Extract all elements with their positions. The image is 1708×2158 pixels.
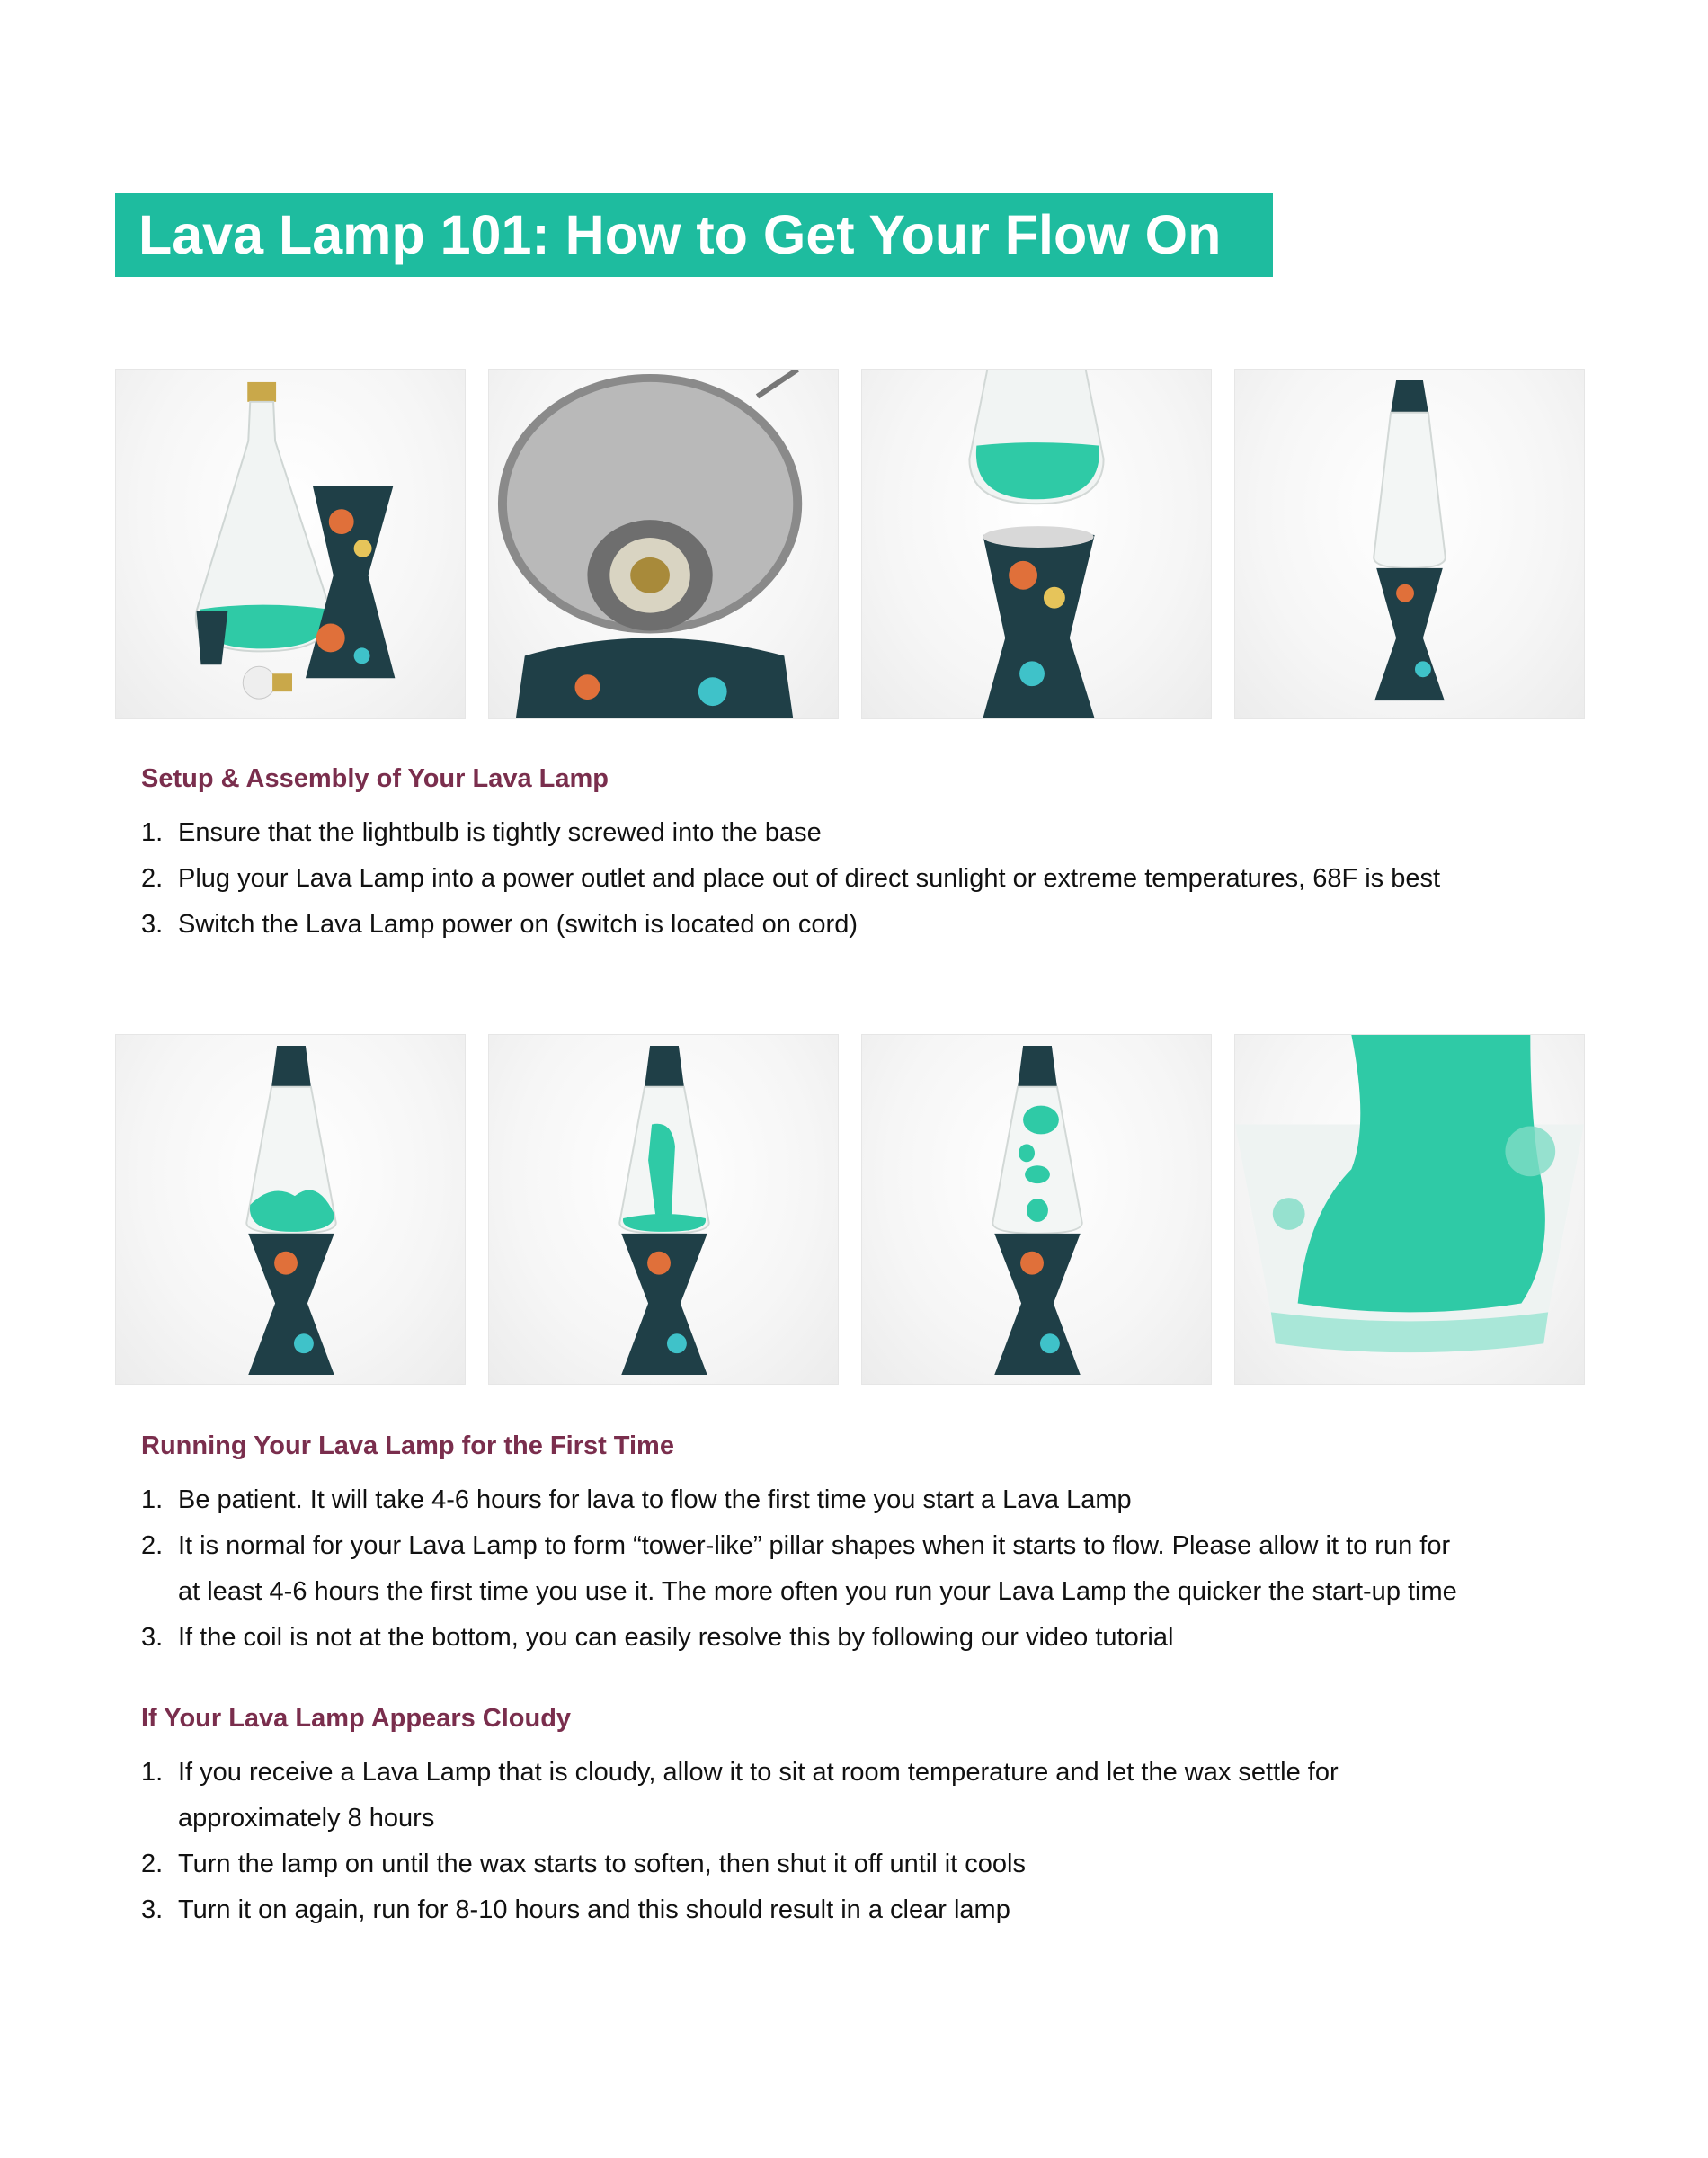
step-text: Turn it on again, run for 8-10 hours and this should result in a clear lamp [178,1895,1010,1924]
steps-list [141,1477,1543,1661]
section-first-run [141,1431,1543,1661]
step-text: approximately 8 hours [178,1804,435,1833]
list-item [141,1750,1543,1841]
section-setup [141,763,1543,948]
step-text: It is normal for your Lava Lamp to form “tower-like” pillar shapes when it starts to flow. Please allow it to run for [178,1531,1451,1560]
assembled-lamp-photo [1234,369,1585,719]
lava-closeup-photo [1234,1034,1585,1385]
list-item [141,1615,1543,1661]
title-banner [115,193,1273,277]
list-item [141,1523,1543,1615]
list-item [141,856,1543,902]
step-text: Ensure that the lightbulb is tightly screwed into the base [178,818,822,847]
step-text: If you receive a Lava Lamp that is cloudy, allow it to sit at room temperature and let the wax settle for [178,1758,1339,1787]
step-text: If the coil is not at the bottom, you can easily resolve this by following our video tutorial [178,1623,1174,1652]
step-number: 1. [141,818,164,847]
section-heading: Running Your Lava Lamp for the First Time [141,1431,674,1460]
globe-above-base-photo [861,369,1212,719]
lamp-warming-up-photo [115,1034,466,1385]
step-number: 2. [141,1531,164,1560]
list-item [141,810,1543,856]
section-cloudy [141,1703,1543,1933]
lamp-flowing-blobs-photo [861,1034,1212,1385]
step-number: 3. [141,1623,164,1652]
step-text: Be patient. It will take 4-6 hours for lava to flow the first time you start a Lava Lamp [178,1485,1132,1514]
photo-row-running [115,1034,1586,1385]
section-heading: Setup & Assembly of Your Lava Lamp [141,764,609,793]
step-number: 2. [141,864,164,893]
base-interior-lightbulb-photo [488,369,839,719]
page-title: Lava Lamp 101: How to Get Your Flow On [138,204,1222,265]
list-item [141,1477,1543,1523]
steps-list [141,1750,1543,1933]
list-item [141,1841,1543,1887]
list-item [141,1887,1543,1933]
step-number: 1. [141,1485,164,1514]
step-number: 3. [141,910,164,939]
steps-list [141,810,1543,948]
lamp-tower-shape-photo [488,1034,839,1385]
step-number: 3. [141,1895,164,1924]
step-number: 1. [141,1758,164,1787]
lamp-parts-disassembled-photo [115,369,466,719]
photo-row-setup [115,369,1586,719]
step-text: at least 4-6 hours the first time you use it. The more often you run your Lava Lamp the quicker the start-up time [178,1577,1457,1606]
section-heading: If Your Lava Lamp Appears Cloudy [141,1704,572,1733]
step-text: Switch the Lava Lamp power on (switch is located on cord) [178,910,858,939]
step-text: Turn the lamp on until the wax starts to soften, then shut it off until it cools [178,1850,1026,1878]
step-text: Plug your Lava Lamp into a power outlet and place out of direct sunlight or extreme temperatures, 68F is best [178,864,1441,893]
step-number: 2. [141,1850,164,1878]
list-item [141,902,1543,948]
